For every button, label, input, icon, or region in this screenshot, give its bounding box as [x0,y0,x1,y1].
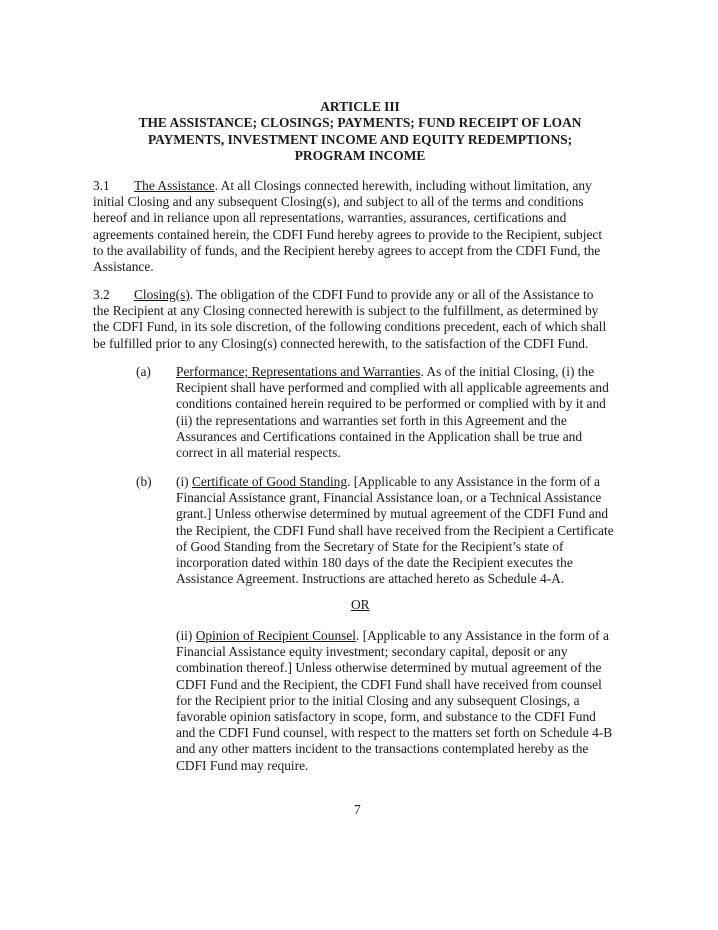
paragraph-line: the Recipient at any Closing connected herewith is subject to the fulfillment, as determined by [93,303,599,319]
paragraph-line: of Good Standing from the Secretary of State for the Recipient’s state of [176,538,564,554]
article-number: ARTICLE III [320,99,400,114]
paragraph-line: conditions contained herein required to be performed or complied with by it and [176,396,606,412]
paragraph-text: . The obligation of the CDFI Fund to provide any or all of the Assistance to [189,287,594,302]
paragraph-line: Recipient shall have performed and complied with all applicable agreements and [176,380,609,396]
paragraph-line: incorporation dated within 180 days of the date the Recipient executes the [176,555,573,571]
subsection-label: (b) [136,474,152,489]
subsection-heading: Certificate of Good Standing [192,474,348,489]
paragraph-line: Assurances and Certifications contained in the Application shall be true and [176,428,583,444]
subsection-heading: Performance; Representations and Warranties [176,364,421,379]
paragraph-line [93,178,628,194]
paragraph-line: correct in all material respects. [176,445,341,461]
paragraph-line: Assistance. [93,259,154,275]
subsection-body [176,364,609,461]
section-number: 3.2 [93,287,110,302]
paragraph-line: the CDFI Fund, in its sole discretion, of the following conditions precedent, each of which shall [93,319,607,335]
or-separator: OR [351,597,370,612]
paragraph-text: . [Applicable to any Assistance in the form of a [356,628,609,643]
paragraph-line: to the availability of funds, and the Recipient hereby agrees to accept from the CDFI Fund, the [93,242,601,258]
item-prefix: (i) [176,474,192,489]
paragraph-line: and the CDFI Fund counsel, with respect to the matters set forth on Schedule 4-B [176,725,613,741]
paragraph-line: be fulfilled prior to any Closing(s) connected herewith, to the satisfaction of the CDFI Fund. [93,335,589,351]
paragraph-line: Financial Assistance grant, Financial Assistance loan, or a Technical Assistance [176,490,602,506]
article-title-line: PAYMENTS, INVESTMENT INCOME AND EQUITY REDEMPTIONS; [147,131,573,147]
paragraph-text: . [Applicable to any Assistance in the form of a [347,474,600,489]
paragraph-line: (ii) the representations and warranties set forth in this Agreement and the [176,412,567,428]
subsection-body [176,628,612,774]
paragraph-line [176,364,609,380]
item-prefix: (ii) [176,628,196,643]
paragraph-text: . At all Closings connected herewith, including without limitation, any [214,178,592,193]
article-title-line: PROGRAM INCOME [294,147,426,163]
section-number: 3.1 [93,178,110,193]
paragraph-line: combination thereof.] Unless otherwise determined by mutual agreement of the [176,660,602,676]
page-number: 7 [354,802,361,817]
paragraph-line: Assistance Agreement. Instructions are attached hereto as Schedule 4-A. [176,571,565,587]
paragraph-line: grant.] Unless otherwise determined by mutual agreement of the CDFI Fund and [176,506,609,522]
paragraph-line [93,287,628,303]
paragraph-line: favorable opinion satisfactory in scope, form, and substance to the CDFI Fund [176,709,596,725]
paragraph-line [176,628,612,644]
paragraph-line: Financial Assistance equity investment; secondary capital, deposit or any [176,644,568,660]
paragraph-line: CDFI Fund and the Recipient, the CDFI Fund shall have received from counsel [176,676,602,692]
article-title-line: THE ASSISTANCE; CLOSINGS; PAYMENTS; FUND RECEIPT OF LOAN [138,115,582,131]
paragraph-line [176,474,614,490]
subsection-heading: Opinion of Recipient Counsel [195,628,357,643]
paragraph-line: initial Closing and any subsequent Closing(s), and subject to all of the terms and conditions [93,194,584,210]
article-heading [92,99,628,164]
section-3-1 [93,178,628,275]
paragraph-line: and any other matters incident to the transactions contemplated hereby as the [176,741,589,757]
paragraph-line: hereof and in reliance upon all representations, warranties, assurances, certifications and [93,210,567,226]
paragraph-line: CDFI Fund may require. [176,757,309,773]
subsection-label: (a) [136,364,151,379]
paragraph-text: . As of the initial Closing, (i) the [420,364,595,379]
paragraph-line: the Recipient, the CDFI Fund shall have received from the Recipient a Certificate [176,522,614,538]
paragraph-line: for the Recipient prior to the initial Closing and any subsequent Closings, a [176,692,580,708]
paragraph-line: agreements contained herein, the CDFI Fund hereby agrees to provide to the Recipient, subject [93,226,603,242]
section-3-2 [93,287,628,352]
section-heading: The Assistance [134,178,215,193]
section-heading: Closing(s) [134,287,190,302]
subsection-body [176,474,614,587]
